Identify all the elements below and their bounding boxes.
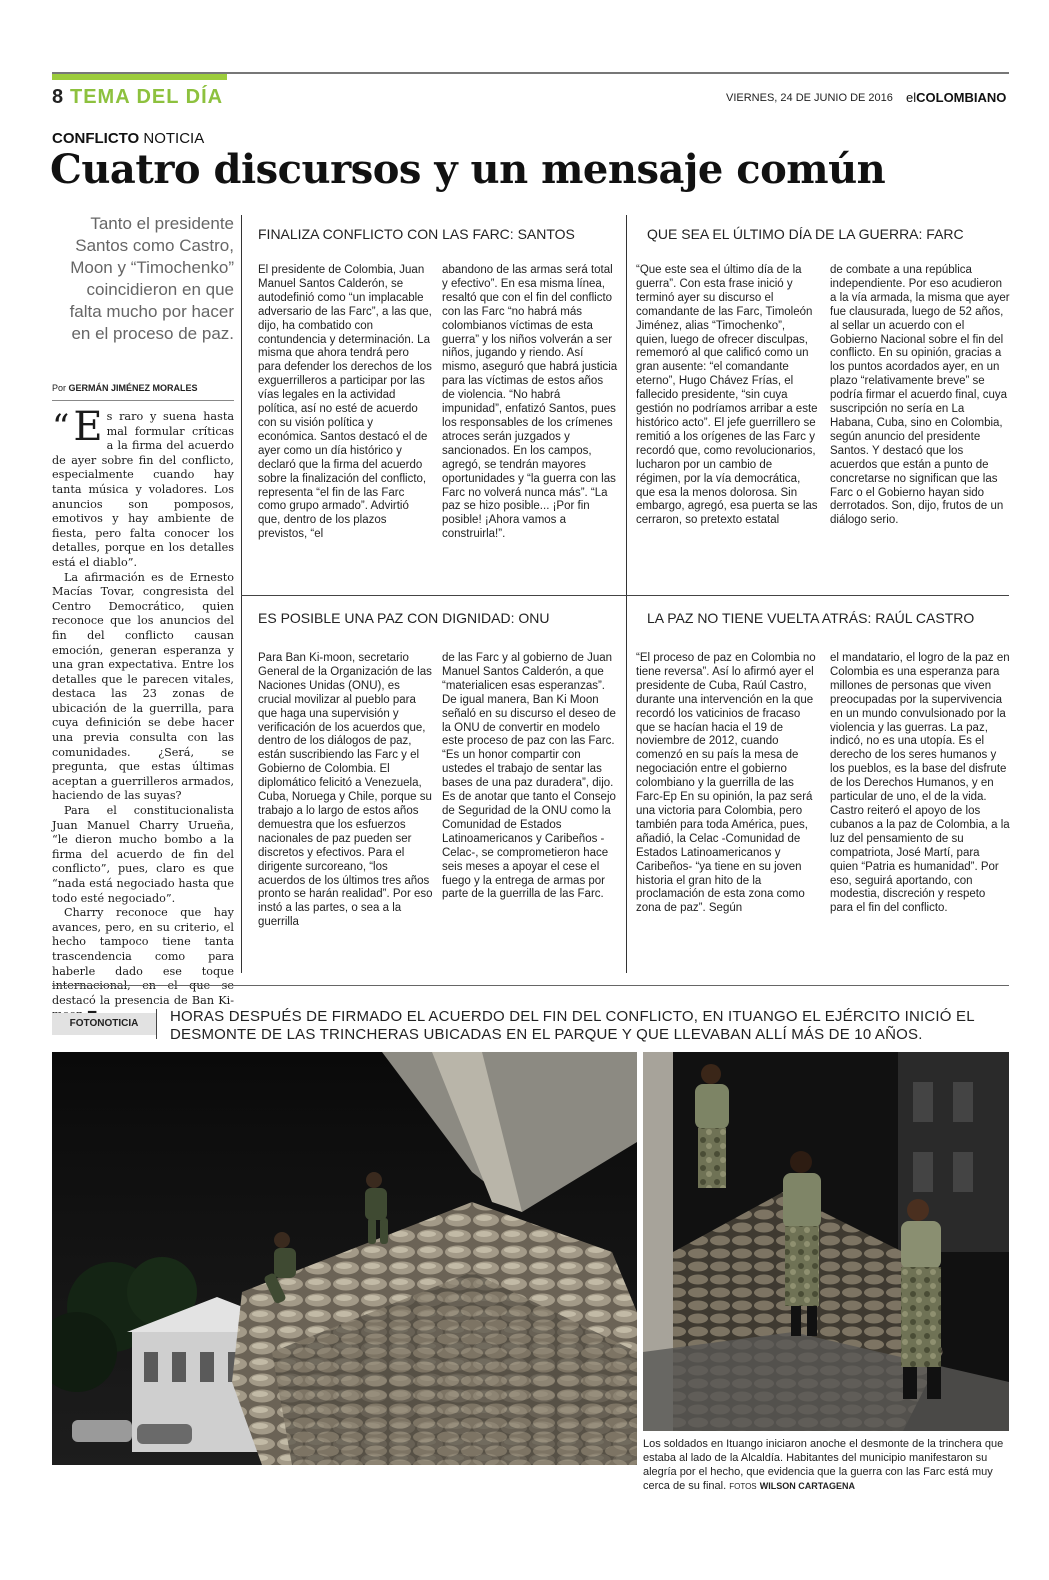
section-title: TEMA DEL DÍA <box>70 86 224 108</box>
quote-mark: “ <box>52 407 70 447</box>
issue-date: VIERNES, 24 DE JUNIO DE 2016 <box>726 92 893 104</box>
box-divider <box>241 595 1009 596</box>
brand-name: COLOMBIANO <box>916 90 1007 105</box>
photo-credit-label: FOTOS <box>729 1482 757 1491</box>
box-column: abandono de las armas será total y efectivo”. En esa misma línea, resaltó que con el fin del conflicto con las Farc “no habrá más colombianos víctimas de esta guerra” y los niños volverán a ser niños, jugando y riendo. Así mismo, aseguró que habrá justicia para las víctimas de estos años de violencia. “No habrá impunidad”, enfatizó Santos, pues los responsables de los crímenes atroces serán juzgados y sancionados. En los campos, agregó, se tendrán mayores oportunidades y “la guerra con las Farc no volverá nunca más”. “La paz se hizo posible... ¡Por fin posible! ¡Ahora vamos a construirla!”. <box>442 264 618 541</box>
article-kicker <box>52 130 204 147</box>
photo-section-rule <box>52 985 1009 986</box>
section-accent-bar <box>52 74 227 80</box>
box-title-castro: LA PAZ NO TIENE VUELTA ATRÁS: RAÚL CASTRO <box>647 610 975 626</box>
fotonoticia-tag: FOTONOTICIA <box>52 1013 156 1035</box>
page-number: 8 <box>52 86 64 108</box>
photo-soldiers-sandbags <box>643 1052 1009 1431</box>
paragraph: Para el constitucionalista Juan Manuel Charry Urueña, “le dieron mucho bombo a la firma del acuerdo de fin del conflicto”, pues, claro es que “nada está negociado hasta que todo esté negociado”. <box>52 804 234 905</box>
photo-trench-night <box>52 1052 637 1465</box>
box-column: el mandatario, el logro de la paz en Colombia es una esperanza para millones de personas que viven preocupadas por la supervivencia en un mundo convulsionado por la violencia y las guerras. La paz, indicó, no es una utopía. Es el derecho de los seres humanos y los pueblos, es la base del disfrute de los Derechos Humanos, y en particular de uno, el de la vida. Castro reiteró el apoyo de los cubanos a la paz de Colombia, a la luz del pensamiento de su compatriota, José Martí, para quien “Patria es humanidad”. Por eso, seguirá aportando, con modestia, discreción y respeto para el fin del conflicto. <box>830 652 1010 915</box>
box-column: El presidente de Colombia, Juan Manuel Santos Calderón, se autodefinió como “un implacable adversario de las Farc”, a las que, dijo, ha combatido con contundencia y determinación. La misma que ahora tendrá pero para defender los derechos de los exguerrilleros a participar por las vías legales en la actividad política, así no esté de acuerdo con su visión política y económica. Santos destacó el de ayer como un día histórico y declaró que la firma del acuerdo sobre la finalización del conflicto, representa “el fin de las Farc como grupo armado”. Advirtió que, dentro de los plazos previstos, “el <box>258 264 432 541</box>
photo-credit-name: WILSON CARTAGENA <box>759 1481 856 1491</box>
photo-caption <box>643 1437 1009 1494</box>
brand-prefix: el <box>906 90 917 105</box>
box-column: de combate a una república independiente. Por eso acudieron a la vía armada, la misma que ayer fue clausurada, luego de 52 años, al sellar un acuerdo con el Gobierno Nacional sobre el fin del conflicto. En su opinión, gracias a los puntos acordados ayer, en un plazo “relativamente breve” se podría firmar el acuerdo final, cuya suscripción no sería en La Habana, Cuba, sino en Colombia, según anuncio del presidente Santos. Y destacó que los acuerdos que están a punto de concretarse no significan que las Farc o el Gobierno hayan sido derrotados. Son, dijo, frutos de un diálogo serio. <box>830 264 1010 527</box>
headline: Cuatro discursos y un mensaje común <box>50 146 886 193</box>
column-divider <box>626 215 627 973</box>
fotonoticia-caption: HORAS DESPUÉS DE FIRMADO EL ACUERDO DEL FIN DEL CONFLICTO, EN ITUANGO EL EJÉRCITO INICIÓ EL DESMONTE DE LAS TRINCHERAS UBICADAS EN EL PARQUE Y QUE LLEVABAN ALLÍ MÁS DE 10 AÑOS. <box>170 1008 975 1043</box>
byline-rule <box>52 400 234 401</box>
column-divider <box>241 215 242 973</box>
box-title-farc: QUE SEA EL ÚLTIMO DÍA DE LA GUERRA: FARC <box>647 226 964 242</box>
box-title-santos: FINALIZA CONFLICTO CON LAS FARC: SANTOS <box>258 226 575 242</box>
photo-caption-text: Los soldados en Ituango iniciaron anoche el desmonte de la trinchera que estaba al lado de la Alcaldía. Habitantes del municipio manifestaron su alegría por el hecho, que evidencia que la guerra con las Farc está muy cerca de su final. <box>643 1438 1004 1492</box>
byline-author: GERMÁN JIMÉNEZ MORALES <box>68 383 198 393</box>
box-column: “El proceso de paz en Colombia no tiene reversa”. Así lo afirmó ayer el presidente de Cuba, Raúl Castro, durante una intervención en la que recordó los vaticinios de fracaso que se hacían hacia el 19 de noviembre de 2012, cuando comenzó en su país la mesa de negociación entre el gobierno colombiano y la guerrilla de las Farc-Ep En su opinión, la paz será una victoria para Colombia, pero también para toda América, pues, añadió, la Celac -Comunidad de Estados Latinoamericanos y Caribeños- “ya tiene en su joven historia el gran hito de la proclamación de esta zona como zona de paz”. Según <box>636 652 816 915</box>
box-column: Para Ban Ki-moon, secretario General de la Organización de las Naciones Unidas (ONU), es crucial movilizar al pueblo para que haga una supervisión y verificación de los acuerdos que, dentro de los diálogos de paz, están suscribiendo las Farc y el Gobierno de Colombia. El diplomático felicitó a Venezuela, Cuba, Noruega y Chile, porque su trabajo a lo largo de estos años demuestra que los esfuerzos nacionales de paz pueden ser discretos y efectivos. Para el dirigente surcoreano, “los acuerdos de los últimos tres años pronto se harán realidad”. Por eso instó a las partes, o sea a la guerrilla <box>258 652 433 929</box>
paragraph: La afirmación es de Ernesto Macías Tovar, congresista del Centro Democrático, quien reconoce que los anuncios del fin del conflicto causan emoción, generan esperanza y una gran expectativa. Entre los detalles que le parecen vitales, destaca las 23 zonas de ubicación de la guerrilla, para cuya definición se debe hacer una previa consulta con las comunidades. ¿Será, se pregunta, que estas últimas aceptan a guerrilleros armados, haciendo de las suyas? <box>52 570 234 803</box>
article-deck: Tanto el presidente Santos como Castro, Moon y “Timochenko” coincidieron en que falta mucho por hacer en el proceso de paz. <box>69 214 234 343</box>
kicker-type: NOTICIA <box>143 130 205 147</box>
kicker-topic: CONFLICTO <box>52 130 140 147</box>
byline <box>52 383 198 393</box>
box-column: “Que este sea el último día de la guerra”. Con esta frase inició y terminó ayer su discurso el comandante de las Farc, Timoleón Jiménez, alias “Timochenko”, quien, luego de ofrecer disculpas, rememoró al que calificó como un gran ausente: “el comandante eterno”, Hugo Chávez Frías, el fallecido presidente, “sin cuya gestión no podríamos arribar a este histórico acto”. El jefe guerrillero se remitió a los orígenes de las Farc y recordó que, como revolucionarios, lucharon por un cambio de régimen, por la vía democrática, que esa la menos dolorosa. Sin embargo, agregó, esa puerta se las cerraron, so pretexto estatal <box>636 264 818 527</box>
paragraph: Charry reconoce que hay avances, pero, en su criterio, el hecho tampoco tiene tanta trascendencia como para haberle dado ese toque destacó la presencia de Ban Ki- <box>52 906 234 1007</box>
box-title-onu: ES POSIBLE UNA PAZ CON DIGNIDAD: ONU <box>258 610 550 626</box>
byline-prefix: Por <box>52 383 67 393</box>
main-article-body <box>52 404 234 1023</box>
drop-cap: E <box>73 404 103 450</box>
box-column: de las Farc y al gobierno de Juan Manuel Santos Calderón, a que “materialicen esas esperanzas”. De igual manera, Ban Ki Moon señaló en su discurso el deseo de la ONU de convertir en modelo este proceso de paz con las Farc. “Es un honor compartir con ustedes el trabajo de sentar las bases de una paz duradera”, dijo. Es de anotar que tanto el Consejo de Seguridad de la ONU como la Comunidad de Estados Latinoamericanos y Caribeños -Celac-, se comprometieron hace seis meses a apoyar el cese el fuego y la entrega de armas por parte de la guerrilla de las Farc. <box>442 652 616 901</box>
newspaper-brand <box>906 90 1006 105</box>
paragraph <box>52 404 234 571</box>
paragraph-text: s raro y suena hasta mal formular críticas a la firma del acuerdo de ayer sobre fin del conflicto, especialmente cuando hay tanta música y voladores. Los anuncios son pomposos, emotivos y hay ambiente de fiesta, pero falta conocer los detalles, porque en los detalles está el diablo”. <box>52 410 234 569</box>
fotonoticia-divider <box>156 1009 167 1039</box>
